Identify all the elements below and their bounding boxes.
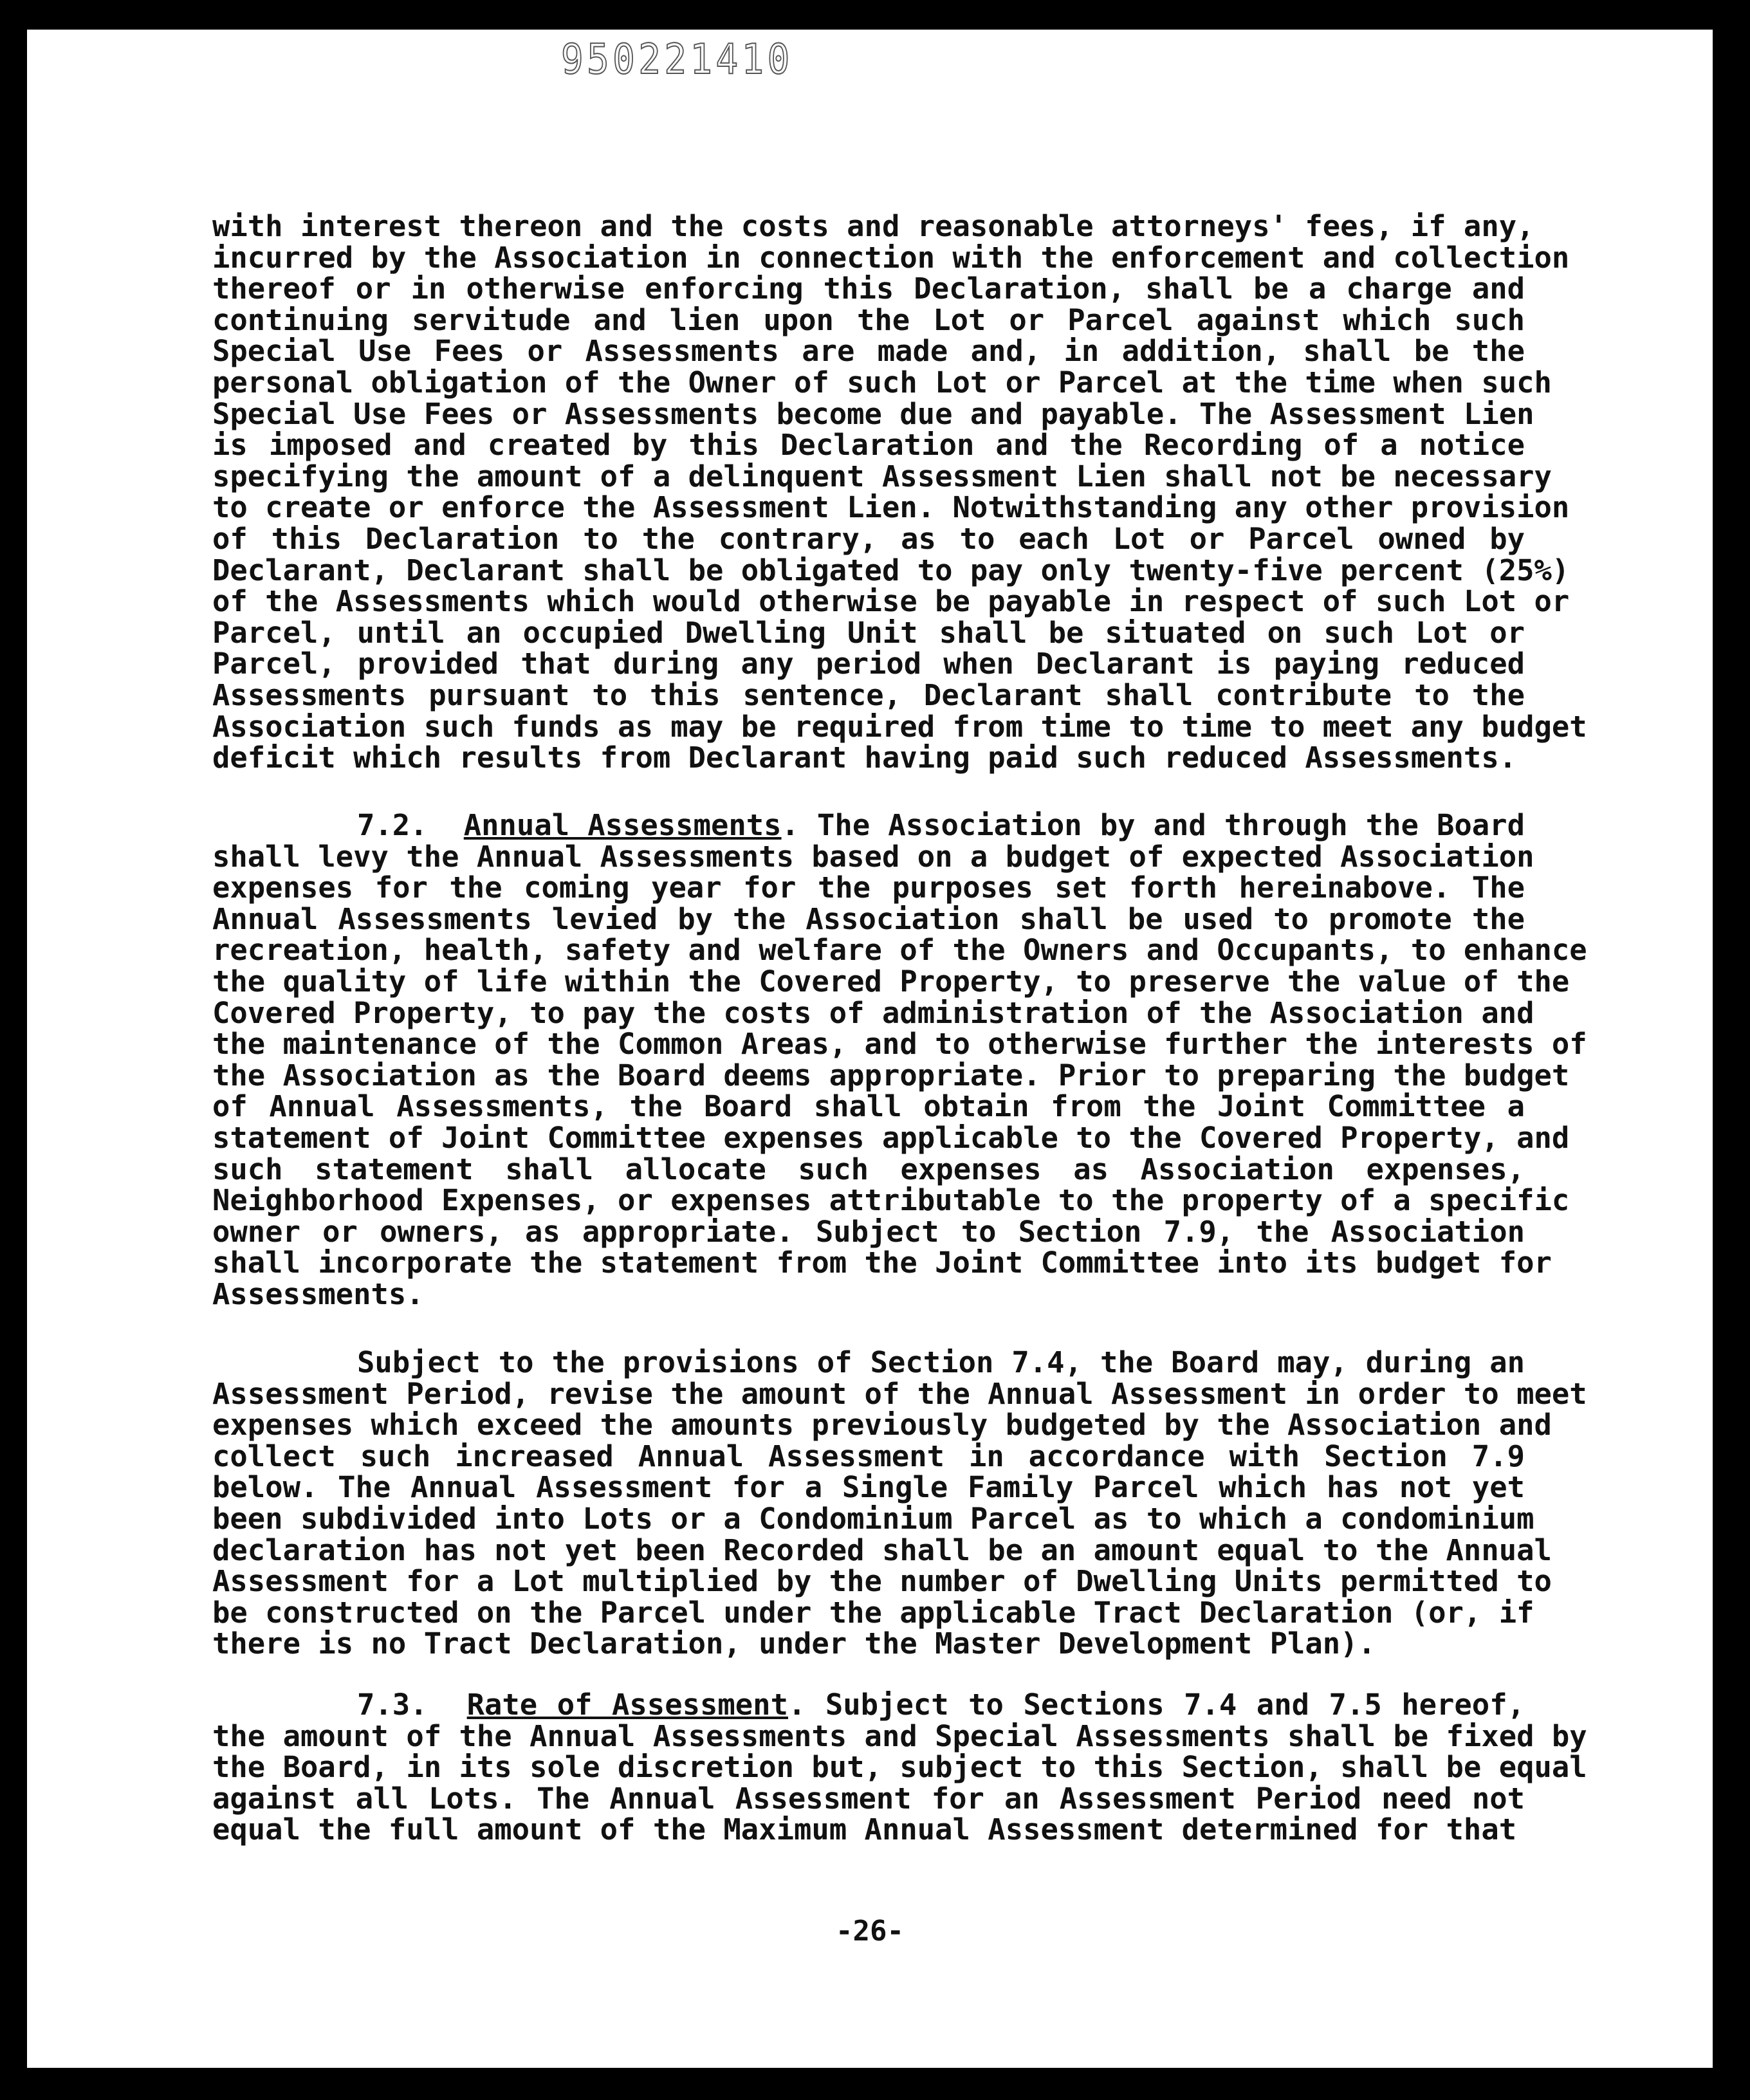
section-number: 7.3. — [357, 1688, 428, 1722]
revision-first-line — [212, 1347, 1525, 1379]
text-line: Assessment for a Lot multiplied by the number of Dwelling Units permitted to — [212, 1564, 1552, 1599]
text-line: continuing servitude and lien upon the Lot or Parcel against which such — [212, 302, 1525, 337]
text-line: below. The Annual Assessment for a Single Family Parcel which has not yet — [212, 1470, 1525, 1505]
text-line: of the Assessments which would otherwise be payable in respect of such Lot or — [212, 584, 1570, 619]
text-line: statement of Joint Committee expenses applicable to the Covered Property, and — [212, 1120, 1570, 1155]
revision-first-line-text: Subject to the provisions of Section 7.4, the Board may, during an — [357, 1345, 1525, 1379]
text-line: the quality of life within the Covered Property, to preserve the value of the — [212, 964, 1570, 999]
section-7-2-first-line — [212, 810, 1525, 842]
text-line: recreation, health, safety and welfare of the Owners and Occupants, to enhance — [212, 933, 1587, 968]
text-line: expenses for the coming year for the purposes set forth hereinabove. The — [212, 870, 1525, 905]
text-line: be constructed on the Parcel under the applicable Tract Declaration (or, if — [212, 1595, 1534, 1630]
text-line: personal obligation of the Owner of such Lot or Parcel at the time when such — [212, 365, 1552, 400]
section-number: 7.2. — [357, 808, 428, 842]
section-heading: Annual Assessments — [463, 808, 782, 842]
text-line: against all Lots. The Annual Assessment for an Assessment Period need not — [212, 1781, 1525, 1816]
text-line: Assessments pursuant to this sentence, Declarant shall contribute to the — [212, 677, 1525, 712]
text-line: shall incorporate the statement from the Joint Committee into its budget for — [212, 1246, 1552, 1280]
text-line: Assessment Period, revise the amount of the Annual Assessment in order to meet — [212, 1376, 1587, 1411]
text-line: declaration has not yet been Recorded shall be an amount equal to the Annual — [212, 1533, 1552, 1567]
text-line: specifying the amount of a delinquent Assessment Lien shall not be necessary — [212, 459, 1552, 493]
document-page — [27, 30, 1713, 2068]
section-7-3-first-line — [212, 1690, 1525, 1721]
section-7-2-annual-assessments — [212, 808, 1587, 1311]
text-line: thereof or in otherwise enforcing this Declaration, shall be a charge and — [212, 272, 1525, 306]
text-line: Assessments. — [212, 1276, 424, 1311]
document-number: 950221410 — [561, 36, 793, 84]
text-line: shall levy the Annual Assessments based on a budget of expected Association — [212, 839, 1534, 874]
text-line: incurred by the Association in connection with the enforcement and collection — [212, 240, 1570, 275]
text-line: Declarant, Declarant shall be obligated to pay only twenty-five percent (25%) — [212, 553, 1570, 587]
paragraph-continuation — [212, 209, 1587, 775]
text-line: collect such increased Annual Assessment in accordance with Section 7.9 — [212, 1439, 1525, 1473]
text-line: the amount of the Annual Assessments and Special Assessments shall be fixed by — [212, 1718, 1587, 1753]
text-line: the maintenance of the Common Areas, and to otherwise further the interests of — [212, 1027, 1587, 1062]
section-7-2-revision-paragraph — [212, 1345, 1587, 1661]
text-line: the Association as the Board deems appropriate. Prior to preparing the budget — [212, 1058, 1570, 1092]
section-heading: Rate of Assessment — [466, 1688, 788, 1722]
text-line: Parcel, provided that during any period when Declarant is paying reduced — [212, 647, 1525, 681]
text-line: the Board, in its sole discretion but, subject to this Section, shall be equal — [212, 1750, 1587, 1785]
text-line: Annual Assessments levied by the Association shall be used to promote the — [212, 901, 1525, 936]
text-line: Neighborhood Expenses, or expenses attributable to the property of a specific — [212, 1183, 1570, 1218]
text-line: Association such funds as may be required from time to time to meet any budget — [212, 709, 1587, 744]
text-line: been subdivided into Lots or a Condominium Parcel as to which a condominium — [212, 1501, 1534, 1536]
text-line: Special Use Fees or Assessments become due and payable. The Assessment Lien — [212, 396, 1534, 431]
section-first-line-text: . Subject to Sections 7.4 and 7.5 hereof, — [788, 1688, 1525, 1722]
text-line: Parcel, until an occupied Dwelling Unit shall be situated on such Lot or — [212, 615, 1525, 650]
text-line: of this Declaration to the contrary, as to each Lot or Parcel owned by — [212, 521, 1525, 556]
text-line: Covered Property, to pay the costs of administration of the Association and — [212, 995, 1534, 1030]
text-line: Special Use Fees or Assessments are made and, in addition, shall be the — [212, 334, 1525, 369]
text-line: deficit which results from Declarant having paid such reduced Assessments. — [212, 741, 1517, 775]
text-line: owner or owners, as appropriate. Subject to Section 7.9, the Association — [212, 1214, 1525, 1249]
text-line: is imposed and created by this Declaration and the Recording of a notice — [212, 428, 1525, 463]
text-line: with interest thereon and the costs and reasonable attorneys' fees, if any, — [212, 209, 1534, 243]
text-line: expenses which exceed the amounts previously budgeted by the Association and — [212, 1408, 1552, 1442]
text-line: such statement shall allocate such expenses as Association expenses, — [212, 1152, 1525, 1186]
text-line: there is no Tract Declaration, under the Master Development Plan). — [212, 1626, 1376, 1661]
text-line: of Annual Assessments, the Board shall obtain from the Joint Committee a — [212, 1089, 1525, 1124]
section-7-3-rate-of-assessment — [212, 1688, 1587, 1847]
page-number: -26- — [836, 1915, 904, 1948]
text-line: to create or enforce the Assessment Lien. Notwithstanding any other provision — [212, 490, 1570, 525]
text-line: equal the full amount of the Maximum Annual Assessment determined for that — [212, 1812, 1517, 1847]
section-first-line-text: . The Association by and through the Board — [781, 808, 1525, 842]
